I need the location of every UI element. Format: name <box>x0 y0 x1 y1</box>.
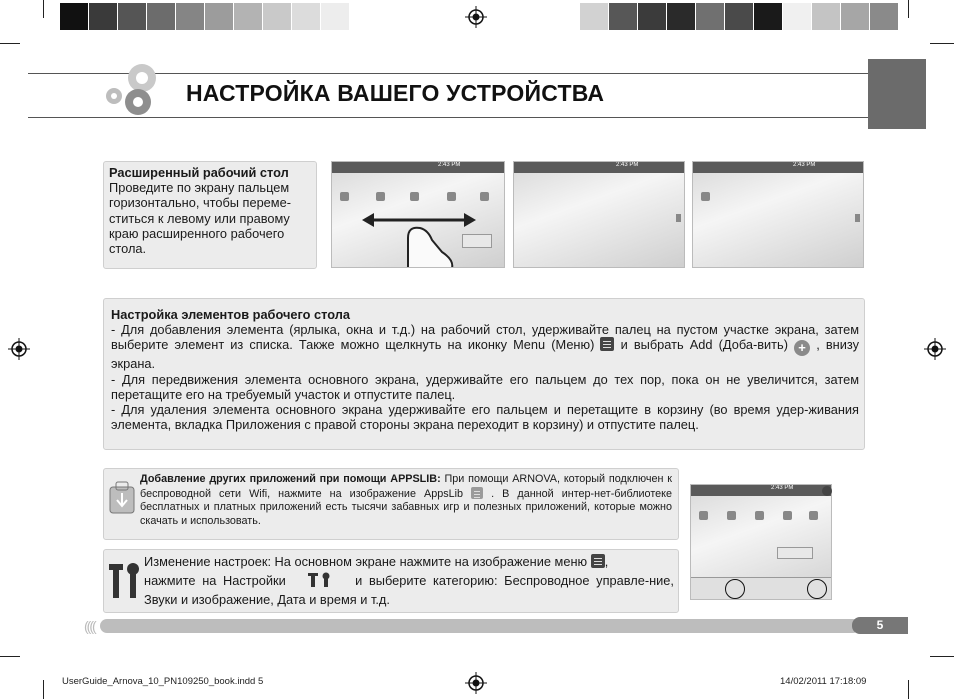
registration-mark-icon <box>465 6 487 28</box>
swipe-gesture-icon <box>362 208 482 268</box>
settings-text-c: нажмите на Настройки <box>144 573 286 588</box>
apps-tab <box>676 214 681 222</box>
crop-mark <box>43 680 44 699</box>
crop-mark <box>930 656 954 657</box>
registration-mark-icon <box>924 338 946 360</box>
color-swatch <box>292 3 321 30</box>
color-swatch <box>234 3 263 30</box>
color-swatch <box>350 3 379 30</box>
screen-one-icon <box>692 161 864 268</box>
color-swatch <box>725 3 754 30</box>
tools-icon <box>107 562 143 600</box>
menu-icon <box>600 337 614 351</box>
settings-highlight <box>807 579 827 599</box>
color-swatch <box>118 3 147 30</box>
menu-highlight <box>725 579 745 599</box>
app-icon <box>447 192 456 201</box>
app-icon <box>701 192 710 201</box>
appslib-icon <box>108 481 136 515</box>
menu-icon <box>591 554 605 568</box>
section-tab <box>868 59 926 129</box>
desktop-body: Проведите по экрану пальцем горизонтально, чтобы переме-ститься к левому или правому краю расширенного рабочего стола. <box>109 180 291 257</box>
app-icon <box>783 511 792 520</box>
app-icon <box>727 511 736 520</box>
color-swatch <box>667 3 696 30</box>
footer-bar <box>100 619 860 633</box>
screen-empty <box>513 161 685 268</box>
color-swatch <box>609 3 638 30</box>
crop-mark <box>43 0 44 18</box>
appslib-info-box <box>103 468 679 540</box>
color-swatch <box>60 3 89 30</box>
color-swatch <box>841 3 870 30</box>
widgets-heading: Настройка элементов рабочего стола <box>111 307 351 322</box>
color-swatch <box>205 3 234 30</box>
crop-mark <box>0 656 20 657</box>
color-swatch <box>754 3 783 30</box>
registration-mark-icon <box>8 338 30 360</box>
crop-mark <box>0 43 20 44</box>
color-bar-right <box>580 3 899 30</box>
color-swatch <box>696 3 725 30</box>
date-slug: 14/02/2011 17:18:09 <box>780 676 867 687</box>
app-icon <box>809 511 818 520</box>
desktop-heading: Расширенный рабочий стол <box>109 165 289 180</box>
page-number: 5 <box>852 617 908 634</box>
device-button <box>822 486 832 496</box>
settings-inline-icon <box>306 572 334 588</box>
status-bar <box>514 162 684 173</box>
settings-info-box <box>103 549 679 613</box>
color-swatch <box>812 3 841 30</box>
widgets-text-1b: и выбрать Add (Доба-вить) <box>620 337 788 353</box>
app-icon <box>376 192 385 201</box>
widgets-text-1c: , внизу экрана. <box>111 337 859 372</box>
app-icon <box>340 192 349 201</box>
settings-text-d: и выберите категорию: Беспроводное управле-ние, Звуки и изображение, Дата и время и т.д. <box>144 573 674 607</box>
status-time: 2:43 PM <box>616 162 639 168</box>
status-time: 2:43 PM <box>793 162 816 168</box>
status-bar <box>691 485 831 496</box>
app-icon <box>699 511 708 520</box>
status-bar <box>332 162 504 173</box>
file-slug: UserGuide_Arnova_10_PN109250_book.indd 5 <box>62 676 264 687</box>
color-swatch <box>580 3 609 30</box>
app-icon <box>480 192 489 201</box>
color-swatch <box>89 3 118 30</box>
appslib-text-b: . В данной интер-нет-библиотеке бесплатных и платных приложений есть тысячи забавных игр и полезных приложений, которые можно скачать и использовать. <box>140 487 672 527</box>
screen-menu <box>690 484 832 600</box>
registration-mark-icon <box>465 672 487 694</box>
crop-mark <box>908 680 909 699</box>
appslib-heading: Добавление других приложений при помощи APPSLIB: <box>140 473 441 485</box>
color-swatch <box>147 3 176 30</box>
color-swatch <box>783 3 812 30</box>
status-time: 2:43 PM <box>438 162 461 168</box>
screen-swipe <box>331 161 505 268</box>
widgets-text-1a: - Для добавления элемента (ярлыка, окна и т.д.) на рабочий стол, удерживайте палец на пустом участке экрана, затем выберите элемент из списка. Также можно щелкнуть на иконку Menu (Меню) <box>111 322 859 353</box>
widgets-info-box <box>103 298 865 450</box>
desktop-info-box <box>103 161 317 269</box>
color-swatch <box>263 3 292 30</box>
app-icon <box>755 511 764 520</box>
widgets-text-2: - Для передвижения элемента основного экрана, удерживайте его пальцем до тех пор, пока он не увеличится, затем перетащите его на требуемый участок и отпустите палец. <box>111 371 859 402</box>
settings-text-a: Изменение настроек: На основном экране нажмите на изображение меню <box>144 554 588 569</box>
color-swatch <box>321 3 350 30</box>
app-icon <box>410 192 419 201</box>
apps-tab <box>855 214 860 222</box>
appslib-text-a: При помощи ARNOVA, который подключен к беспроводной сети Wifi, нажмите на изображение AppsLib <box>140 473 672 500</box>
footer-ornament: (((( <box>84 618 95 634</box>
search-widget <box>777 547 813 559</box>
crop-mark <box>930 43 954 44</box>
color-swatch <box>870 3 899 30</box>
color-bar-left <box>60 3 379 30</box>
status-bar <box>693 162 863 173</box>
page-title: НАСТРОЙКА ВАШЕГО УСТРОЙСТВА <box>186 80 605 106</box>
gears-icon <box>98 58 164 124</box>
widgets-text-3: - Для удаления элемента основного экрана удерживайте его пальцем и перетащите в корзину (во время удер-живания элемента, вкладка Приложения с правой стороны экрана переходит в корзину) и отпустите палец. <box>111 402 859 433</box>
color-swatch <box>638 3 667 30</box>
plus-icon: + <box>794 340 810 356</box>
status-time: 2:43 PM <box>771 485 794 491</box>
color-swatch <box>176 3 205 30</box>
settings-text-b: , <box>604 554 609 569</box>
crop-mark <box>908 0 909 18</box>
appslib-inline-icon <box>471 487 483 499</box>
